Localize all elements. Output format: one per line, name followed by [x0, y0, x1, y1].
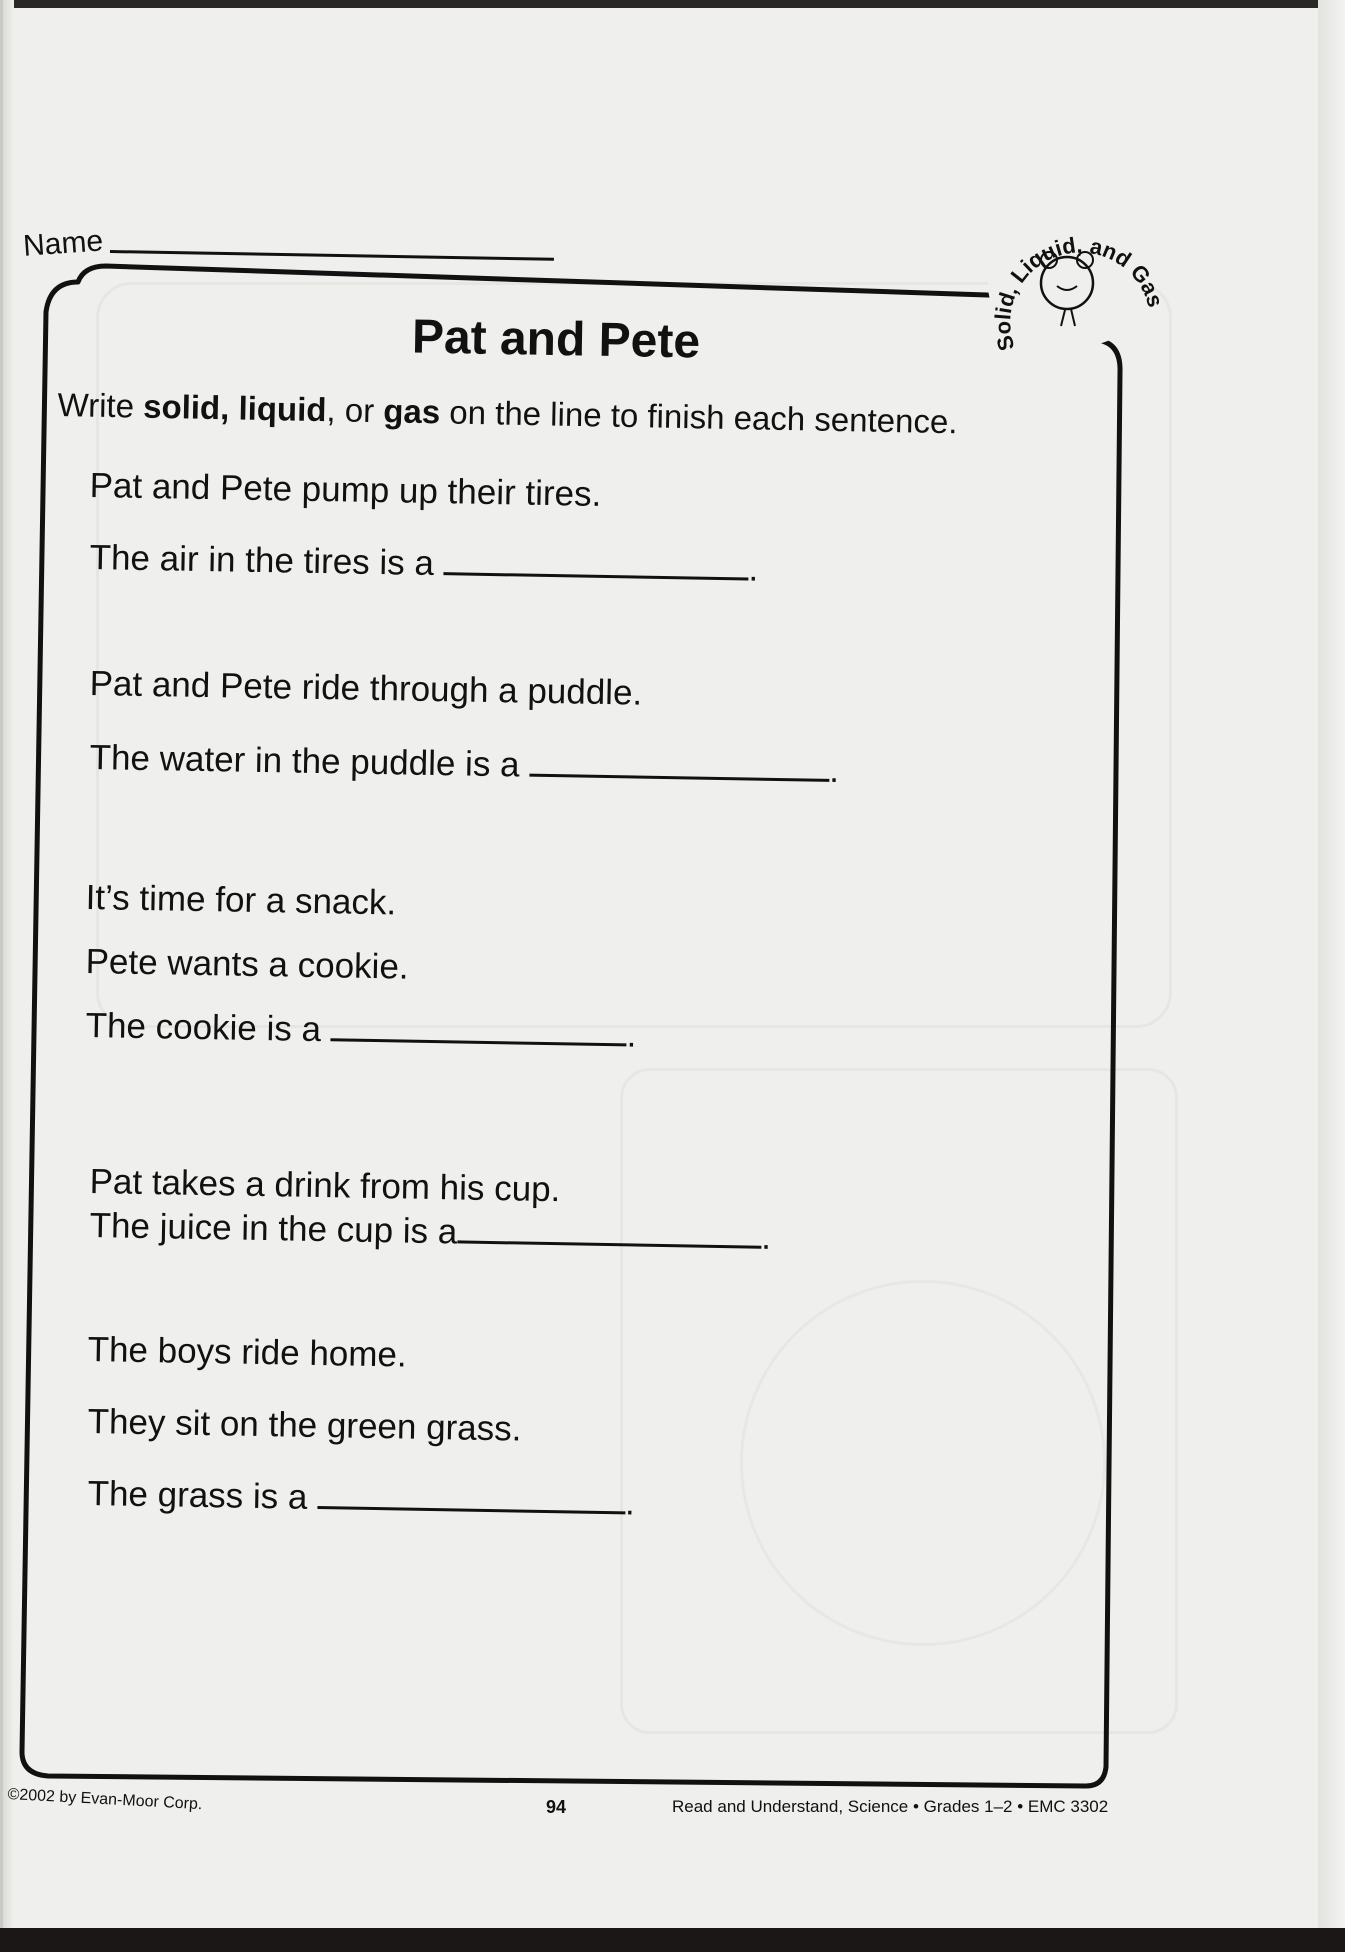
question-3-sentence-3: The cookie is a . — [85, 1006, 637, 1055]
question-1-sentence-2: The air in the tires is a . — [89, 538, 759, 589]
answer-blank-5[interactable] — [317, 1506, 625, 1514]
copyright-notice: ©2002 by Evan-Moor Corp. — [7, 1786, 203, 1814]
page-left-edge — [0, 0, 3, 1952]
question-4-sentence-2: The juice in the cup is a . — [89, 1206, 772, 1257]
badge-text: Solid, Liquid, and Gas — [989, 232, 1169, 354]
question-2-sentence-2: The water in the puddle is a . — [89, 738, 840, 791]
question-3-sentence-2: Pete wants a cookie. — [85, 942, 409, 987]
page-number: 94 — [546, 1797, 567, 1817]
photo-bottom-edge — [0, 1928, 1345, 1952]
question-5-sentence-3: The grass is a . — [87, 1474, 636, 1523]
page-right-shadow — [1318, 0, 1345, 1952]
page-title: Pat and Pete — [411, 310, 701, 369]
question-5-sentence-1: The boys ride home. — [87, 1330, 408, 1375]
instructions: Write solid, liquid, or gas on the line to finish each sentence. — [57, 386, 958, 441]
answer-blank-4[interactable] — [457, 1241, 761, 1249]
name-field-line[interactable] — [110, 250, 554, 261]
photo-top-edge — [0, 0, 1345, 8]
question-5-sentence-2: They sit on the green grass. — [87, 1402, 522, 1449]
name-label: Name — [22, 224, 105, 263]
answer-blank-3[interactable] — [331, 1039, 627, 1047]
solid-liquid-gas-badge — [975, 208, 1175, 368]
answer-blank-1[interactable] — [443, 572, 748, 580]
question-4-sentence-1: Pat takes a drink from his cup. — [89, 1162, 561, 1210]
book-info: Read and Understand, Science • Grades 1–2 • EMC 3302 — [672, 1797, 1109, 1816]
question-3-sentence-1: It’s time for a snack. — [85, 878, 397, 923]
question-2-sentence-1: Pat and Pete ride through a puddle. — [89, 664, 643, 713]
answer-blank-2[interactable] — [529, 774, 829, 782]
question-1-sentence-1: Pat and Pete pump up their tires. — [89, 466, 602, 514]
